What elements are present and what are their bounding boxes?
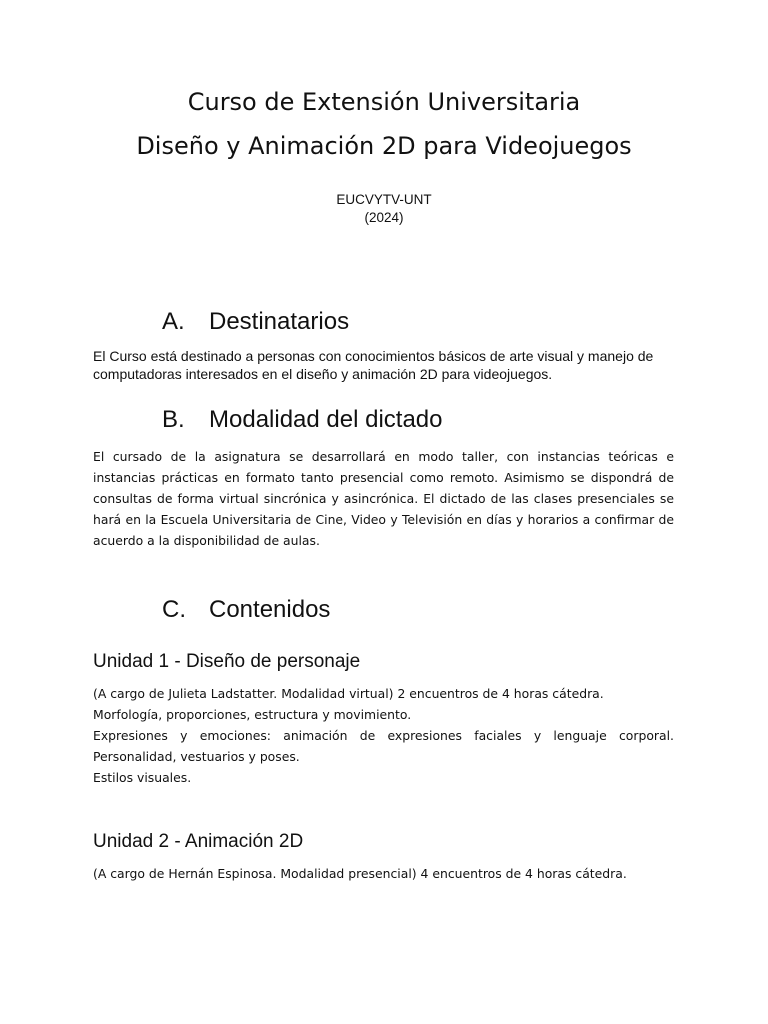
document-title-line2: Diseño y Animación 2D para Videojuegos — [136, 132, 632, 160]
section-heading-destinatarios — [162, 308, 349, 336]
unit-line: (A cargo de Julieta Ladstatter. Modalidad virtual) 2 encuentros de 4 horas cátedra. — [93, 686, 604, 701]
section-title: Destinatarios — [209, 308, 350, 335]
section-title: Contenidos — [209, 596, 331, 623]
section-letter: C. — [162, 596, 186, 623]
unit-line: Expresiones y emociones: animación de expresiones faciales y lenguaje corporal. Personalidad, vestuarios y poses. — [93, 728, 674, 764]
document-title-line1: Curso de Extensión Universitaria — [187, 88, 581, 116]
section-letter: B. — [162, 406, 185, 433]
section-text-modalidad: El cursado de la asignatura se desarrollará en modo taller, con instancias teóricas e instancias prácticas en formato tanto presencial como remoto. Asimismo se dispondrá de consultas de forma virtual sincrónica y asincrónica. El dictado de las clases presenciales se hará en la Escuela Universitaria de Cine, Video y Televisión en días y horarios a confirmar de acuerdo a la disponibilidad de aulas. — [93, 449, 674, 548]
unit-line: (A cargo de Hernán Espinosa. Modalidad presencial) 4 encuentros de 4 horas cátedra. — [93, 866, 627, 881]
unit-title-2: Unidad 2 - Animación 2D — [93, 831, 304, 852]
section-letter: A. — [162, 308, 185, 335]
unit-line: Morfología, proporciones, estructura y movimiento. — [93, 707, 412, 722]
course-code: EUCVYTV-UNT — [336, 192, 432, 207]
section-heading-contenidos — [162, 596, 330, 624]
section-heading-modalidad — [162, 406, 443, 434]
course-year: (2024) — [364, 210, 404, 225]
unit-title-1: Unidad 1 - Diseño de personaje — [93, 651, 361, 672]
section-title: Modalidad del dictado — [209, 406, 443, 433]
unit-line: Estilos visuales. — [93, 770, 192, 785]
section-text-destinatarios: El Curso está destinado a personas con conocimientos básicos de arte visual y manejo de computadoras interesados en el diseño y animación 2D para videojuegos. — [93, 348, 654, 382]
unit-content-2 — [93, 863, 674, 884]
unit-content-1 — [93, 683, 674, 788]
